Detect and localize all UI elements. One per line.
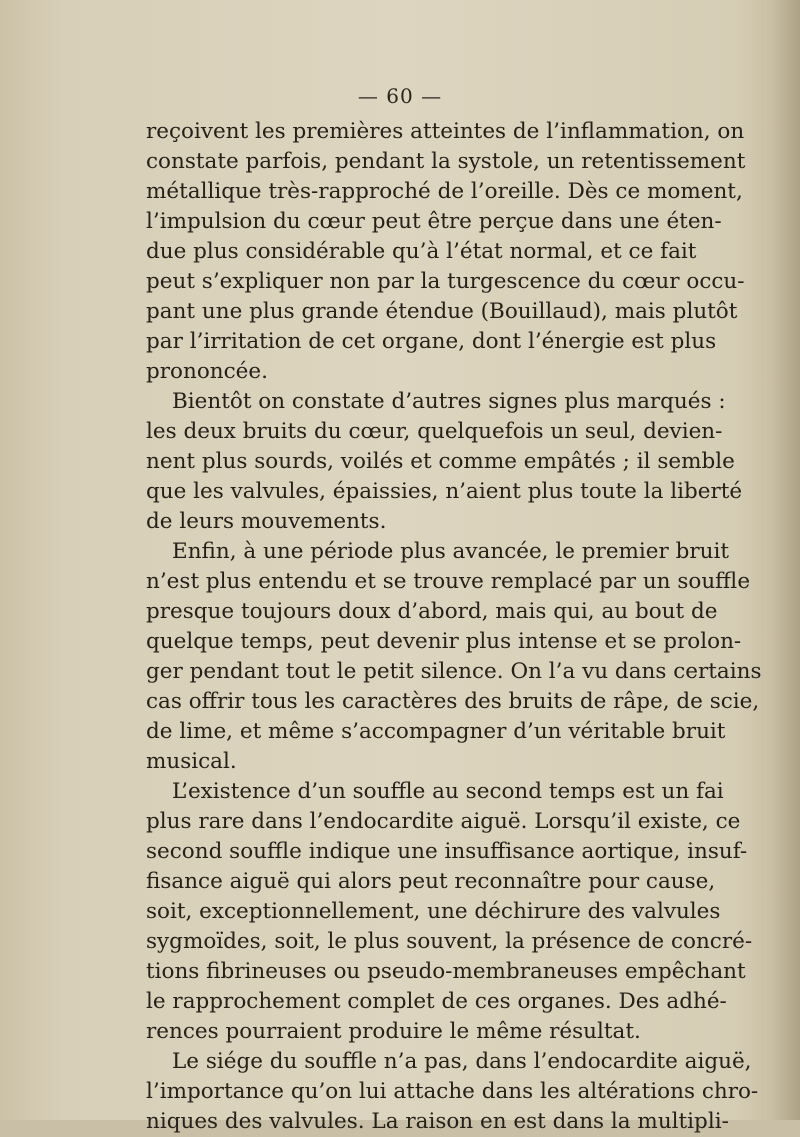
text-line: quelque temps, peut devenir plus intense et se prolon- <box>146 629 742 654</box>
text-line: sygmoïdes, soit, le plus souvent, la présence de concré- <box>146 929 753 954</box>
page-edge-shadow <box>772 0 800 1120</box>
text-line: métallique très-rapproché de l’oreille. Dès ce moment, <box>146 179 743 204</box>
text-line: l’impulsion du cœur peut être perçue dans une éten- <box>146 209 722 234</box>
text-line: peut s’expliquer non par la turgescence du cœur occu- <box>146 269 745 294</box>
text-line: tions fibrineuses ou pseudo-membraneuses empêchant <box>146 959 746 984</box>
body-text <box>146 117 762 1137</box>
text-line: le rapprochement complet de ces organes. Des adhé- <box>146 989 727 1014</box>
text-line: second souffle indique une insuffisance aortique, insuf- <box>146 839 748 864</box>
text-line: musical. <box>146 749 237 774</box>
text-line: pant une plus grande étendue (Bouillaud), mais plutôt <box>146 299 738 324</box>
text-line: nent plus sourds, voilés et comme empâtés ; il semble <box>146 449 735 474</box>
text-line: reçoivent les premières atteintes de l’inflammation, on <box>146 119 745 144</box>
text-line: prononcée. <box>146 359 268 384</box>
text-line: Bientôt on constate d’autres signes plus marqués : <box>172 389 726 414</box>
text-line: par l’irritation de cet organe, dont l’énergie est plus <box>146 329 717 354</box>
text-line: soit, exceptionnellement, une déchirure des valvules <box>146 899 721 924</box>
text-line: constate parfois, pendant la systole, un retentissement <box>146 149 746 174</box>
text-line: due plus considérable qu’à l’état normal, et ce fait <box>146 239 697 264</box>
text-line: de lime, et même s’accompagner d’un véritable bruit <box>146 719 726 744</box>
text-line: L’existence d’un souffle au second temps est un fai <box>172 779 724 804</box>
text-line: les deux bruits du cœur, quelquefois un seul, devien- <box>146 419 723 444</box>
text-line: plus rare dans l’endocardite aiguë. Lorsqu’il existe, ce <box>146 809 741 834</box>
text-line: Enfin, à une période plus avancée, le premier bruit <box>172 539 730 564</box>
text-line: l’importance qu’on lui attache dans les altérations chro- <box>146 1079 759 1104</box>
text-line: presque toujours doux d’abord, mais qui, au bout de <box>146 599 718 624</box>
text-line: ger pendant tout le petit silence. On l’a vu dans certains <box>146 659 762 684</box>
page-number: — 60 — <box>357 84 443 108</box>
text-line: fisance aiguë qui alors peut reconnaître pour cause, <box>146 869 716 894</box>
text-line: de leurs mouvements. <box>146 509 387 534</box>
text-line: Le siége du souffle n’a pas, dans l’endocardite aiguë, <box>172 1049 752 1074</box>
text-line: rences pourraient produire le même résultat. <box>146 1019 641 1044</box>
text-line: niques des valvules. La raison en est dans la multipli- <box>146 1109 729 1134</box>
text-line: n’est plus entendu et se trouve remplacé par un souffle <box>146 569 751 594</box>
text-line: que les valvules, épaissies, n’aient plus toute la liberté <box>146 479 743 504</box>
text-line: cas offrir tous les caractères des bruits de râpe, de scie, <box>146 689 760 714</box>
